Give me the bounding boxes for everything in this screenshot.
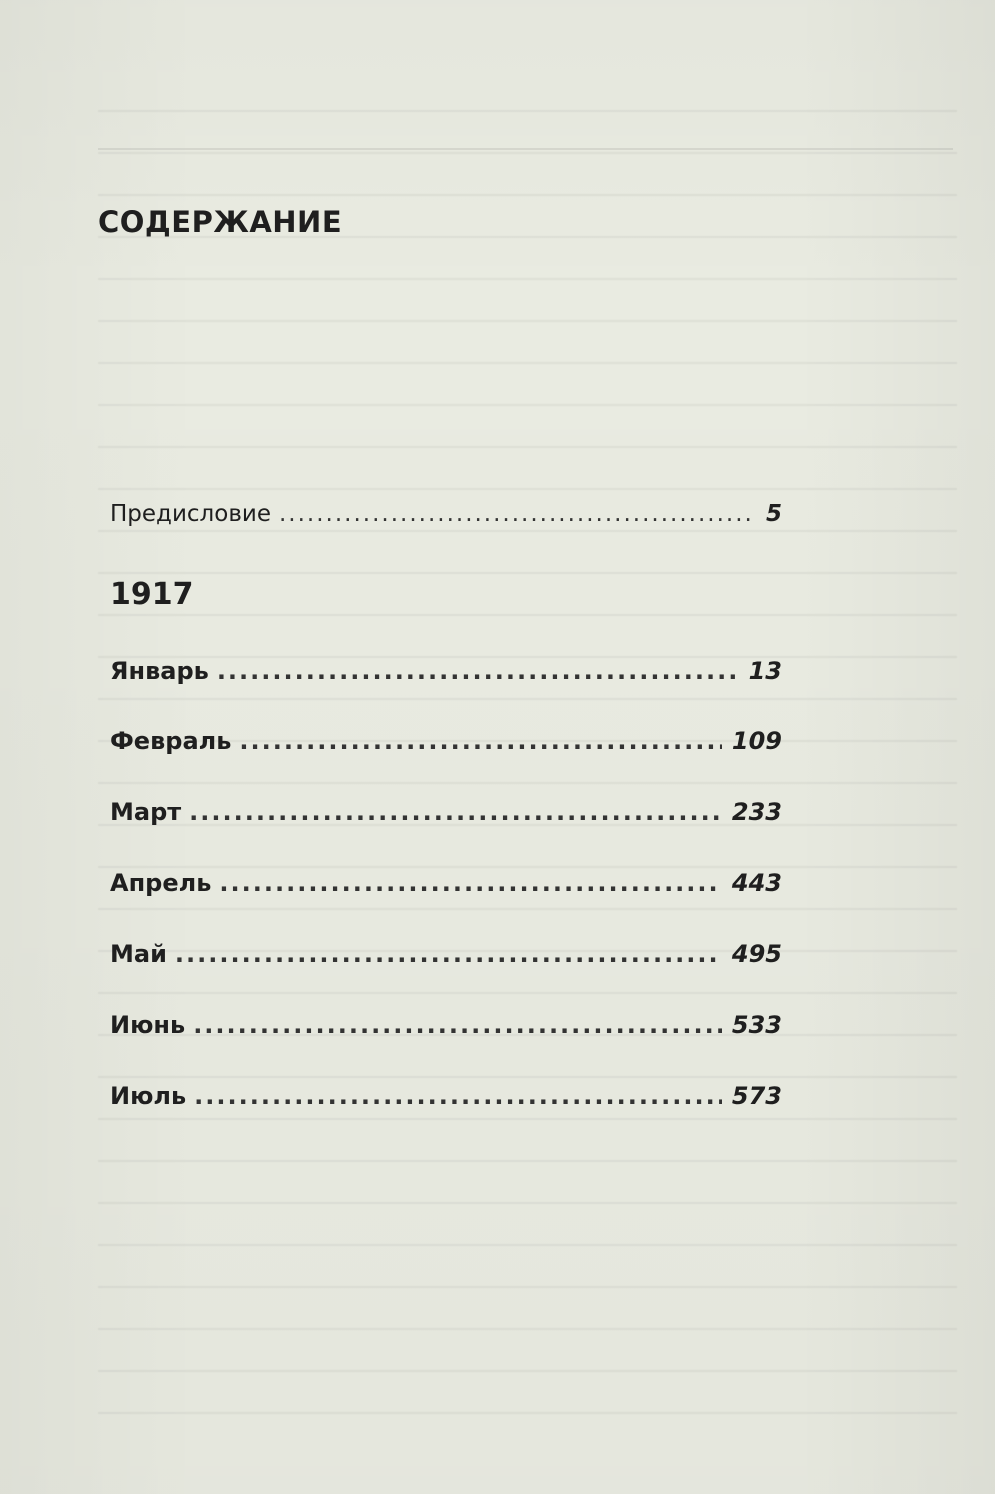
leader-dots — [217, 657, 739, 685]
toc-page-number: 13 — [748, 657, 782, 685]
toc-entry-label: Май — [110, 940, 167, 968]
toc-entry-april — [110, 869, 782, 897]
page-title: СОДЕРЖАНИЕ — [98, 205, 343, 239]
toc-entry-march — [110, 798, 782, 826]
leader-dots — [219, 869, 722, 897]
toc-entry-label: Июль — [110, 1082, 187, 1110]
leader-dots — [189, 798, 722, 826]
leader-dots — [239, 727, 721, 755]
toc-entry-label: Июнь — [110, 1011, 186, 1039]
toc-entry-label: Январь — [110, 657, 209, 685]
header-rule — [98, 148, 953, 150]
toc-entry-preface — [110, 501, 782, 527]
toc-page-number: 233 — [731, 798, 782, 826]
toc-page-number: 109 — [731, 727, 782, 755]
show-through-text — [98, 110, 957, 1430]
leader-dots — [194, 1082, 722, 1110]
section-title: 1917 — [110, 577, 194, 612]
toc-entry-june — [110, 1011, 782, 1039]
toc-entry-january — [110, 657, 782, 685]
toc-page-number: 495 — [731, 940, 782, 968]
toc-entry-may — [110, 940, 782, 968]
toc-entry-july — [110, 1082, 782, 1110]
leader-dots — [279, 501, 756, 527]
toc-entry-label: Март — [110, 798, 182, 826]
toc-page-number: 573 — [731, 1082, 782, 1110]
toc-entry-label: Февраль — [110, 727, 232, 755]
toc-page-number: 533 — [731, 1011, 782, 1039]
toc-entry-february — [110, 727, 782, 755]
leader-dots — [193, 1011, 722, 1039]
leader-dots — [175, 940, 722, 968]
toc-page-number: 5 — [765, 501, 782, 527]
toc-entry-label: Предисловие — [110, 501, 271, 527]
toc-page-number: 443 — [731, 869, 782, 897]
toc-entry-label: Апрель — [110, 869, 212, 897]
